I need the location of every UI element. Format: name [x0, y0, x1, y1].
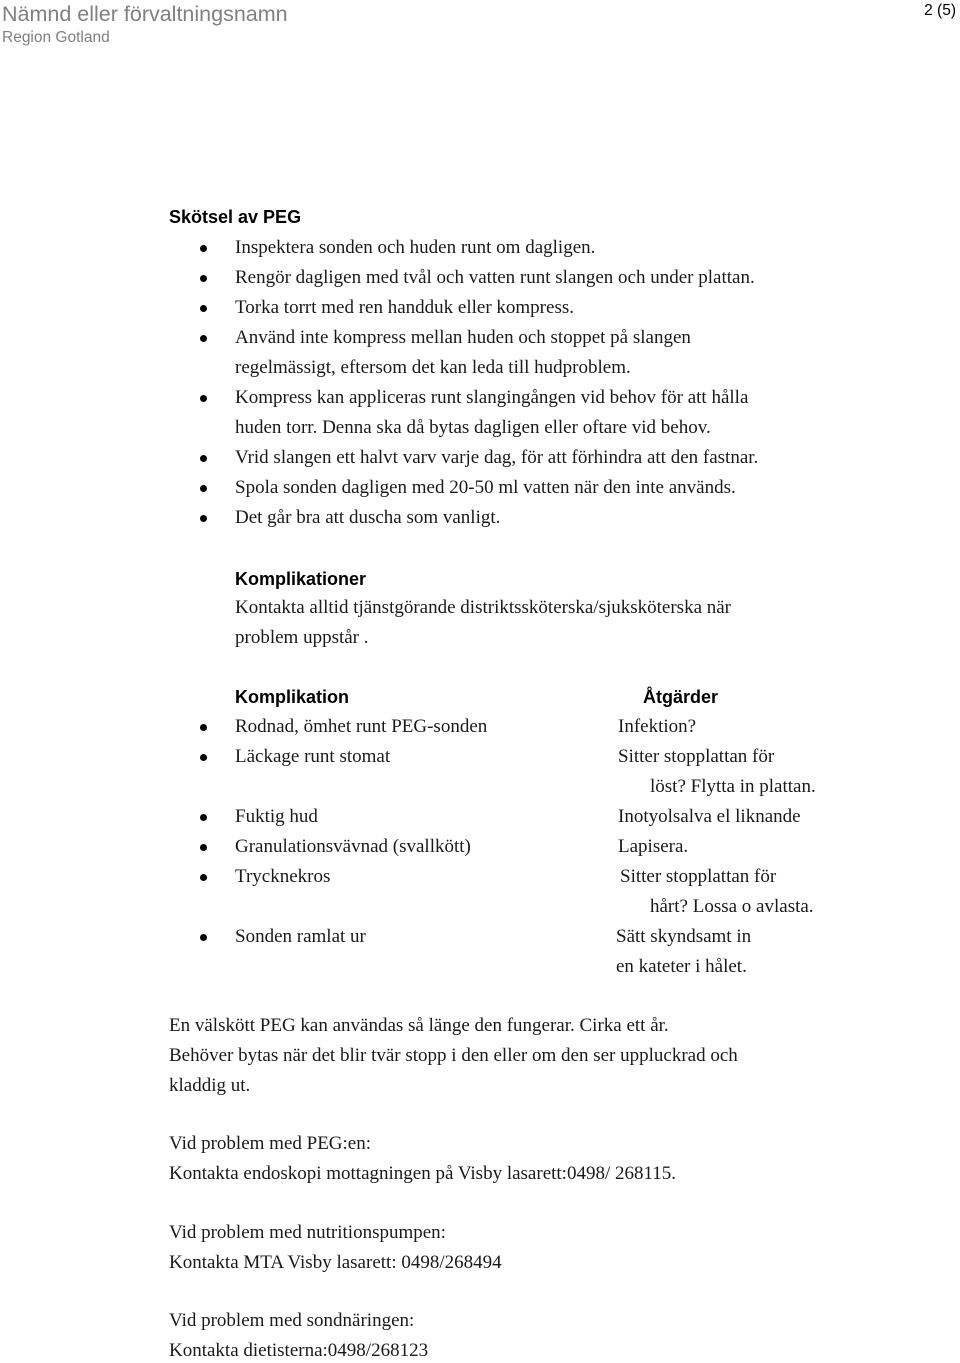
- care-item-line: Kompress kan appliceras runt slangingången vid behov för att hålla: [235, 387, 749, 408]
- table-row-complication: Granulationsvävnad (svallkött): [235, 836, 471, 857]
- bullet-icon: [200, 844, 207, 851]
- table-row-complication: Rodnad, ömhet runt PEG-sonden: [235, 716, 488, 737]
- table-row-complication: Läckage runt stomat: [235, 746, 391, 767]
- table-row-complication: Sonden ramlat ur: [235, 926, 366, 947]
- table-row-action: Lapisera.: [618, 836, 689, 857]
- complications-text: problem uppstår .: [235, 627, 369, 648]
- page-number: 2 (5): [924, 2, 956, 19]
- bullet-icon: [200, 395, 207, 402]
- table-header-actions: Åtgärder: [643, 687, 719, 707]
- care-item-line: regelmässigt, eftersom det kan leda till hudproblem.: [235, 357, 631, 378]
- care-item-line: Använd inte kompress mellan huden och stoppet på slangen: [235, 327, 691, 348]
- table-row-complication: Trycknekros: [235, 866, 331, 887]
- summary-text: En välskött PEG kan användas så länge den fungerar. Cirka ett år.: [169, 1015, 669, 1036]
- bullet-icon: [200, 515, 207, 522]
- bullet-icon: [200, 275, 207, 282]
- table-row-action: Sitter stopplattan för: [620, 866, 777, 887]
- care-item-line: Rengör dagligen med tvål och vatten runt slangen och under plattan.: [235, 267, 755, 288]
- bullet-icon: [200, 934, 207, 941]
- organization-name: Nämnd eller förvaltningsnamn: [2, 2, 288, 26]
- table-row-action: Sitter stopplattan för: [618, 746, 775, 767]
- contact-title: Vid problem med nutritionspumpen:: [169, 1222, 446, 1243]
- bullet-icon: [200, 335, 207, 342]
- care-item-line: Inspektera sonden och huden runt om dagligen.: [235, 237, 596, 258]
- care-item-line: Det går bra att duscha som vanligt.: [235, 507, 501, 528]
- table-header-complication: Komplikation: [235, 687, 350, 707]
- bullet-icon: [200, 455, 207, 462]
- table-row-action: Infektion?: [618, 716, 697, 737]
- table-row-action: Inotyolsalva el liknande: [618, 806, 801, 827]
- contact-title: Vid problem med PEG:en:: [169, 1133, 372, 1154]
- complications-text: Kontakta alltid tjänstgörande distriktssköterska/sjuksköterska när: [235, 597, 732, 618]
- bullet-icon: [200, 754, 207, 761]
- contact-detail: Kontakta MTA Visby lasarett: 0498/268494: [169, 1252, 502, 1273]
- bullet-icon: [200, 305, 207, 312]
- bullet-icon: [200, 874, 207, 881]
- summary-text: kladdig ut.: [169, 1075, 251, 1096]
- care-heading: Skötsel av PEG: [169, 207, 302, 227]
- bullet-icon: [200, 724, 207, 731]
- bullet-icon: [200, 814, 207, 821]
- care-item-line: huden torr. Denna ska då bytas dagligen eller oftare vid behov.: [235, 417, 711, 438]
- table-row-action: Sätt skyndsamt in: [616, 926, 752, 947]
- region-name: Region Gotland: [2, 29, 110, 46]
- contact-title: Vid problem med sondnäringen:: [169, 1310, 415, 1331]
- table-row-action: hårt? Lossa o avlasta.: [650, 896, 814, 917]
- contact-detail: Kontakta dietisterna:0498/268123: [169, 1340, 429, 1361]
- bullet-icon: [200, 245, 207, 252]
- bullet-icon: [200, 485, 207, 492]
- table-row-action: en kateter i hålet.: [616, 956, 747, 977]
- complications-heading: Komplikationer: [235, 569, 367, 589]
- care-item-line: Vrid slangen ett halvt varv varje dag, för att förhindra att den fastnar.: [235, 447, 759, 468]
- table-row-action: löst? Flytta in plattan.: [650, 776, 816, 797]
- summary-text: Behöver bytas när det blir tvär stopp i den eller om den ser uppluckrad och: [169, 1045, 738, 1066]
- care-item-line: Spola sonden dagligen med 20-50 ml vatten när den inte används.: [235, 477, 736, 498]
- table-row-complication: Fuktig hud: [235, 806, 318, 827]
- care-item-line: Torka torrt med ren handduk eller kompress.: [235, 297, 574, 318]
- contact-detail: Kontakta endoskopi mottagningen på Visby lasarett:0498/ 268115.: [169, 1163, 677, 1184]
